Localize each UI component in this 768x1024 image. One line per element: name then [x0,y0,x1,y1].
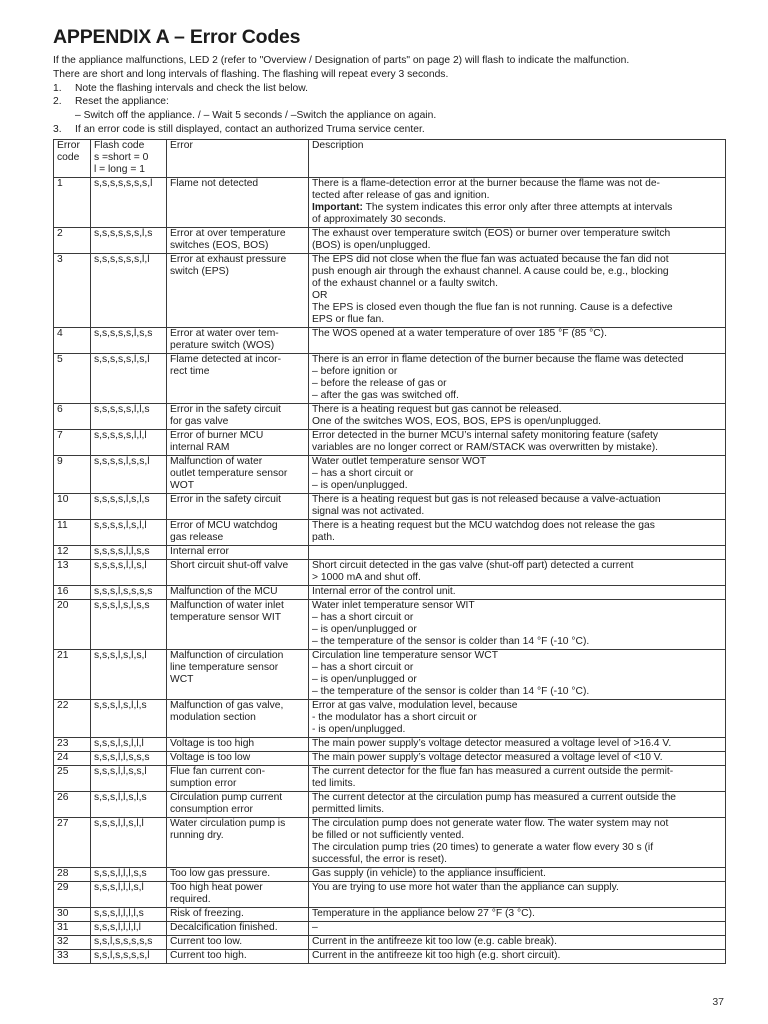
table-row [54,765,726,791]
description-line: – is open/unplugged or [312,623,417,635]
error-name-line: Internal error [170,545,229,557]
table-row [54,403,726,429]
error-code-cell: 13 [54,559,91,585]
flash-code-cell: s,s,l,s,s,s,s,s [91,935,167,949]
table-row [54,921,726,935]
flash-code-cell: s,s,s,l,l,l,l,l [91,921,167,935]
error-name-line: Too high heat power [170,881,263,893]
error-name-cell [167,519,309,545]
error-name-line: switches (EOS, BOS) [170,239,269,251]
flash-code-cell: s,s,s,l,s,s,s,s [91,585,167,599]
description-cell [309,455,726,493]
header-description: Description [309,139,726,177]
description-line: The EPS is closed even though the flue fan is not running. Cause is a defective [312,301,673,313]
error-name-line: Too low gas pressure. [170,867,271,879]
error-name-line: Current too high. [170,949,247,961]
document-page [53,24,725,964]
description-line: path. [312,531,335,543]
description-line: - is open/unplugged. [312,723,406,735]
error-code-cell: 11 [54,519,91,545]
flash-code-cell: s,s,s,l,l,l,l,s [91,907,167,921]
error-name-line: Voltage is too low [170,751,251,763]
flash-code-cell: s,s,s,s,l,s,s,l [91,455,167,493]
error-code-cell: 33 [54,949,91,963]
error-name-line: Malfunction of gas valve, [170,699,284,711]
error-name-line: sumption error [170,777,237,789]
description-cell [309,353,726,403]
description-cell [309,921,726,935]
description-cell [309,177,726,227]
error-name-cell [167,455,309,493]
error-code-cell: 24 [54,751,91,765]
description-line: There is an error in flame detection of the burner because the flame was detected [312,353,684,365]
description-line: ted limits. [312,777,356,789]
error-name-line: perature switch (WOS) [170,339,275,351]
error-name-cell [167,817,309,867]
error-name-line: Voltage is too high [170,737,255,749]
error-name-line: outlet temperature sensor [170,467,288,479]
description-line: Water outlet temperature sensor WOT [312,455,487,467]
description-line: There is a flame-detection error at the burner because the flame was not de- [312,177,660,189]
error-name-cell [167,327,309,353]
description-cell [309,699,726,737]
description-cell [309,327,726,353]
description-cell [309,907,726,921]
error-code-cell: 10 [54,493,91,519]
error-code-cell: 9 [54,455,91,493]
table-row [54,353,726,403]
flash-code-cell: s,s,s,l,s,l,s,s [91,599,167,649]
description-cell [309,585,726,599]
table-row [54,429,726,455]
error-code-cell: 16 [54,585,91,599]
flash-code-cell: s,s,s,l,l,s,l,l [91,817,167,867]
description-line: There is a heating request but gas cannot be released. [312,403,562,415]
description-line: be filled or not sufficiently vented. [312,829,465,841]
error-code-cell: 12 [54,545,91,559]
description-cell [309,429,726,455]
error-name-cell [167,907,309,921]
description-line: Important: The system indicates this error only after three attempts at intervals [312,201,673,213]
error-code-cell: 27 [54,817,91,867]
intro-step-2-detail: – Switch off the appliance. / – Wait 5 seconds / –Switch the appliance on again. [75,110,437,122]
description-line: push enough air through the exhaust channel. A cause could be, e.g., blocking [312,265,669,277]
error-name-line: modulation section [170,711,256,723]
header-flash-code: Flash code s =short = 0 l = long = 1 [91,139,167,177]
description-cell [309,227,726,253]
intro-paragraph-2: There are short and long intervals of flashing. The flashing will repeat every 3 seconds. [53,68,449,80]
error-name-line: Error at over temperature [170,227,286,239]
description-line: The current detector for the flue fan has measured a current outside the permit- [312,765,674,777]
error-name-line: Flame detected at incor- [170,353,282,365]
error-code-cell: 6 [54,403,91,429]
description-line: Water inlet temperature sensor WIT [312,599,475,611]
flash-code-cell: s,s,s,s,s,l,l,s [91,403,167,429]
flash-code-cell: s,s,s,s,s,s,l,l [91,253,167,327]
description-line: The circulation pump tries (20 times) to generate a water flow every 30 s (if [312,841,654,853]
error-name-cell [167,253,309,327]
error-name-line: required. [170,893,211,905]
table-row [54,585,726,599]
table-row [54,817,726,867]
flash-code-cell: s,s,s,s,l,l,s,l [91,559,167,585]
error-name-line: Malfunction of water inlet [170,599,284,611]
table-row [54,253,726,327]
flash-code-cell: s,s,s,s,l,s,l,s [91,493,167,519]
error-name-line: Circulation pump current [170,791,283,803]
error-code-cell: 30 [54,907,91,921]
error-code-cell: 31 [54,921,91,935]
description-line: Circulation line temperature sensor WCT [312,649,498,661]
description-cell [309,867,726,881]
error-name-line: Flame not detected [170,177,259,189]
error-name-cell [167,765,309,791]
flash-code-cell: s,s,s,l,s,l,l,s [91,699,167,737]
description-line: variables are no longer correct or RAM/STACK was overwritten by mistake). [312,441,659,453]
error-name-line: consumption error [170,803,253,815]
description-line: – is open/unplugged or [312,673,417,685]
error-code-cell: 3 [54,253,91,327]
description-line: The main power supply’s voltage detector measured a voltage level of >16.4 V. [312,737,672,749]
error-rows [54,177,726,963]
description-cell [309,881,726,907]
error-code-cell: 5 [54,353,91,403]
table-row [54,737,726,751]
intro-paragraph-1: If the appliance malfunctions, LED 2 (refer to "Overview / Designation of parts" on page 2) will flash to indicate the malfunction. [53,55,630,66]
description-line: – the temperature of the sensor is colder than 14 °F (-10 °C). [312,635,590,647]
description-line: – after the gas was switched off. [312,389,459,401]
error-name-cell [167,935,309,949]
error-code-cell: 2 [54,227,91,253]
description-line: The EPS did not close when the flue fan was actuated because the fan did not [312,253,669,265]
flash-code-cell: s,s,s,s,s,s,l,s [91,227,167,253]
description-line: tected after release of gas and ignition. [312,189,490,201]
error-code-table [53,139,726,964]
error-name-cell [167,867,309,881]
error-name-cell [167,791,309,817]
description-line: – before ignition or [312,365,398,377]
flash-code-cell: s,s,s,l,l,s,s,l [91,765,167,791]
error-code-cell: 20 [54,599,91,649]
description-line: – is open/unplugged. [312,479,408,491]
description-line: Current in the antifreeze kit too high (e.g. short circuit). [312,949,561,961]
description-line: – [312,921,318,933]
error-name-line: Malfunction of water [170,455,263,467]
description-cell [309,817,726,867]
description-line: – before the release of gas or [312,377,447,389]
intro-step-2: 2. Reset the appliance: [53,96,169,108]
intro-step-1: 1. Note the flashing intervals and check the list below. [53,82,308,94]
table-row [54,881,726,907]
error-code-cell: 32 [54,935,91,949]
error-name-cell [167,353,309,403]
error-name-line: rect time [170,365,210,377]
error-name-cell [167,429,309,455]
description-cell [309,559,726,585]
table-row [54,455,726,493]
description-line: The main power supply’s voltage detector measured a voltage level of <10 V. [312,751,663,763]
description-cell [309,493,726,519]
error-code-cell: 22 [54,699,91,737]
table-row [54,559,726,585]
flash-code-cell: s,s,s,s,s,l,s,l [91,353,167,403]
description-cell [309,253,726,327]
description-cell [309,545,726,559]
error-name-cell [167,699,309,737]
error-name-cell [167,649,309,699]
intro-text [53,54,725,137]
description-cell [309,519,726,545]
description-cell [309,751,726,765]
description-cell [309,935,726,949]
error-code-cell: 21 [54,649,91,699]
flash-code-cell: s,s,s,l,l,s,s,s [91,751,167,765]
description-line: of approximately 30 seconds. [312,213,446,225]
description-line: – has a short circuit or [312,611,414,623]
flash-code-cell: s,s,s,l,l,l,s,l [91,881,167,907]
description-cell [309,599,726,649]
error-name-cell [167,949,309,963]
description-cell [309,737,726,751]
table-row [54,493,726,519]
table-row [54,935,726,949]
description-line: One of the switches WOS, EOS, BOS, EPS is open/unplugged. [312,415,602,427]
table-row [54,699,726,737]
error-name-line: Error in the safety circuit [170,403,282,415]
important-label: Important: [312,201,363,213]
error-name-line: Error at exhaust pressure [170,253,287,265]
error-name-line: temperature sensor WIT [170,611,282,623]
error-code-cell: 29 [54,881,91,907]
intro-step-3: 3. If an error code is still displayed, contact an authorized Truma service center. [53,123,425,135]
error-name-line: Decalcification finished. [170,921,278,933]
description-line: The WOS opened at a water temperature of over 185 °F (85 °C). [312,327,607,339]
error-name-line: line temperature sensor [170,661,279,673]
table-row [54,867,726,881]
error-name-line: Error of burner MCU [170,429,264,441]
error-name-line: Malfunction of circulation [170,649,284,661]
error-name-cell [167,559,309,585]
error-name-line: internal RAM [170,441,230,453]
description-line: There is a heating request but gas is not released because a valve-actuation [312,493,661,505]
description-line: EPS or flue fan. [312,313,385,325]
description-line: Short circuit detected in the gas valve (shut-off part) detected a current [312,559,634,571]
description-line: There is a heating request but the MCU watchdog does not release the gas [312,519,655,531]
description-line: OR [312,289,328,301]
error-code-cell: 23 [54,737,91,751]
flash-code-cell: s,s,s,l,s,l,l,l [91,737,167,751]
description-line: signal was not activated. [312,505,425,517]
flash-code-cell: s,s,s,s,s,l,l,l [91,429,167,455]
table-row [54,519,726,545]
error-name-line: gas release [170,531,224,543]
table-row [54,949,726,963]
error-code-cell: 4 [54,327,91,353]
flash-code-cell: s,s,s,s,s,l,s,s [91,327,167,353]
flash-code-cell: s,s,s,l,l,s,l,s [91,791,167,817]
table-row [54,907,726,921]
description-line: Internal error of the control unit. [312,585,456,597]
flash-code-cell: s,s,s,l,s,l,s,l [91,649,167,699]
table-row [54,791,726,817]
error-name-cell [167,881,309,907]
error-name-cell [167,403,309,429]
error-name-line: running dry. [170,829,224,841]
error-name-line: WCT [170,673,194,685]
error-name-line: Error of MCU watchdog [170,519,278,531]
error-name-cell [167,921,309,935]
description-cell [309,649,726,699]
error-name-cell [167,585,309,599]
error-name-cell [167,599,309,649]
description-line: Error at gas valve, modulation level, because [312,699,518,711]
error-name-cell [167,227,309,253]
error-name-line: Current too low. [170,935,243,947]
description-cell [309,791,726,817]
error-code-cell: 1 [54,177,91,227]
error-name-line: Short circuit shut-off valve [170,559,289,571]
description-line: Temperature in the appliance below 27 °F (3 °C). [312,907,535,919]
flash-code-cell: s,s,s,l,l,l,s,s [91,867,167,881]
error-name-cell [167,177,309,227]
description-line: permitted limits. [312,803,385,815]
description-cell [309,765,726,791]
description-line: Current in the antifreeze kit too low (e.g. cable break). [312,935,557,947]
error-name-line: Error in the safety circuit [170,493,282,505]
error-name-cell [167,737,309,751]
table-row [54,545,726,559]
description-line: – has a short circuit or [312,661,414,673]
error-code-cell: 25 [54,765,91,791]
description-line: of the exhaust channel or a faulty switch. [312,277,499,289]
error-name-line: Water circulation pump is [170,817,286,829]
description-cell [309,949,726,963]
error-name-cell [167,751,309,765]
description-line: – the temperature of the sensor is colder than 14 °F (-10 °C). [312,685,590,697]
table-header-row [54,139,726,177]
error-name-line: Error at water over tem- [170,327,279,339]
description-line: You are trying to use more hot water than the appliance can supply. [312,881,619,893]
description-cell [309,403,726,429]
description-line: The circulation pump does not generate water flow. The water system may not [312,817,669,829]
table-row [54,751,726,765]
flash-code-cell: s,s,s,s,s,s,s,l [91,177,167,227]
error-code-cell: 26 [54,791,91,817]
error-name-line: Risk of freezing. [170,907,244,919]
description-line: (BOS) is open/unplugged. [312,239,431,251]
description-line: > 1000 mA and shut off. [312,571,421,583]
flash-code-cell: s,s,l,s,s,s,s,l [91,949,167,963]
table-row [54,327,726,353]
description-line: The current detector at the circulation pump has measured a current outside the [312,791,677,803]
description-line: successful, the error is reset). [312,853,448,865]
error-name-line: for gas valve [170,415,229,427]
page-number: 37 [712,996,724,1008]
flash-code-cell: s,s,s,s,l,l,s,s [91,545,167,559]
header-error: Error [167,139,309,177]
page-title: APPENDIX A – Error Codes [53,26,301,48]
description-line: - the modulator has a short circuit or [312,711,477,723]
error-name-cell [167,493,309,519]
description-line: Gas supply (in vehicle) to the appliance insufficient. [312,867,546,879]
error-name-line: WOT [170,479,195,491]
flash-code-cell: s,s,s,s,l,s,l,l [91,519,167,545]
error-code-cell: 28 [54,867,91,881]
description-line: Error detected in the burner MCU’s internal safety monitoring feature (safety [312,429,659,441]
error-name-line: switch (EPS) [170,265,229,277]
header-error-code: Error code [54,139,91,177]
error-name-line: Flue fan current con- [170,765,266,777]
table-row [54,599,726,649]
description-line: The exhaust over temperature switch (EOS) or burner over temperature switch [312,227,671,239]
description-line: – has a short circuit or [312,467,414,479]
error-name-cell [167,545,309,559]
table-row [54,649,726,699]
table-row [54,227,726,253]
table-row [54,177,726,227]
error-name-line: Malfunction of the MCU [170,585,278,597]
error-code-cell: 7 [54,429,91,455]
